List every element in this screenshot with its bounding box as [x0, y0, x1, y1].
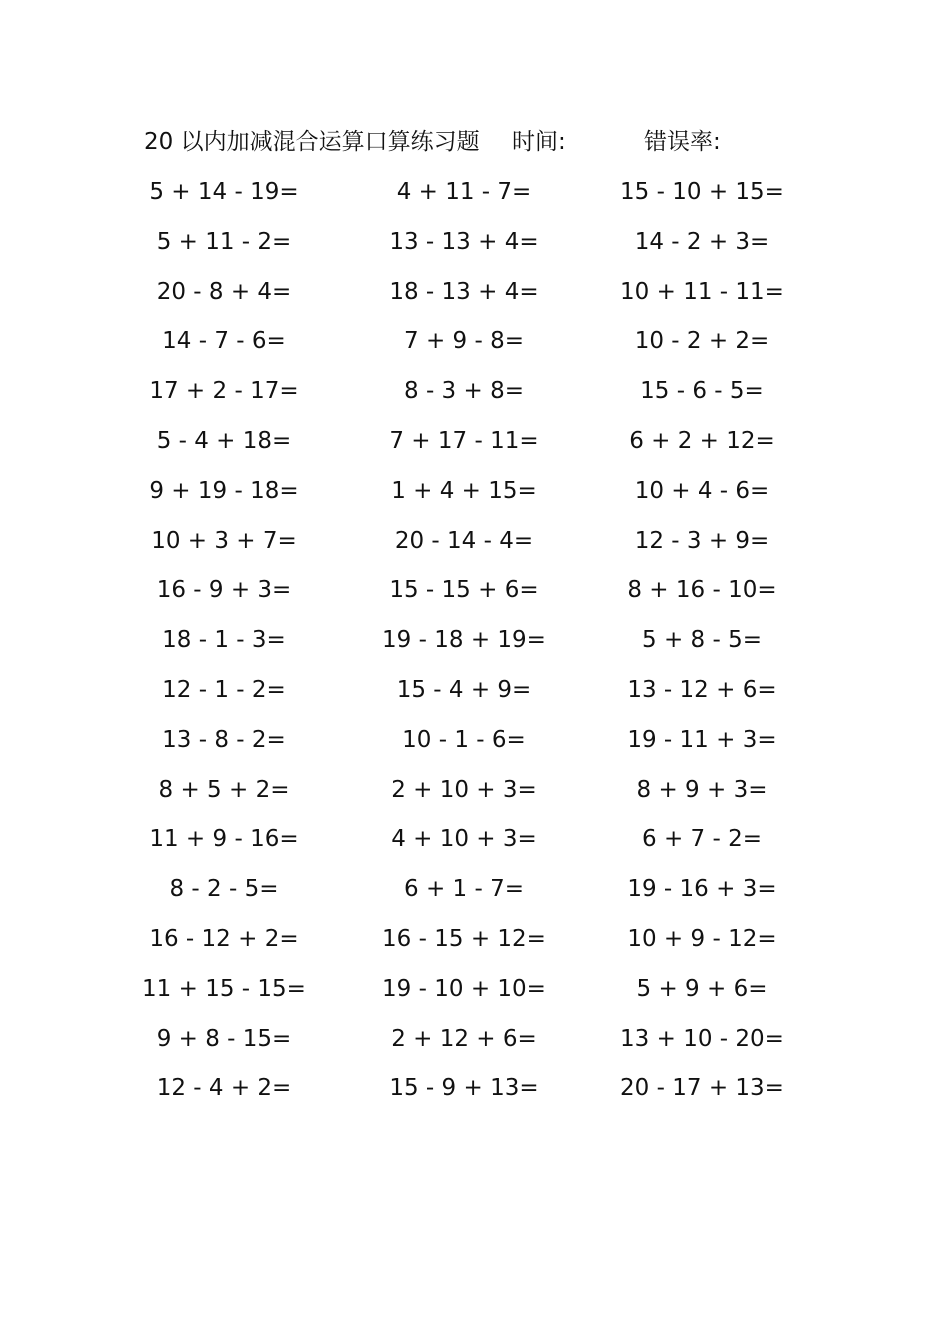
- problem-item: 13 - 8 - 2=: [162, 726, 286, 753]
- problem-item: 18 - 1 - 3=: [162, 627, 286, 654]
- problem-item: 5 - 4 + 18=: [156, 428, 292, 454]
- problem-item: 4 + 11 - 7=: [396, 179, 532, 205]
- problem-item: 14 - 7 - 6=: [162, 328, 286, 355]
- problem-item: 8 + 5 + 2=: [158, 776, 290, 803]
- problem-item: 8 + 9 + 3=: [636, 776, 768, 803]
- problem-item: 15 - 6 - 5=: [640, 378, 764, 405]
- problem-item: 18 - 13 + 4=: [389, 278, 539, 305]
- problem-row: [0, 521, 950, 561]
- problem-item: 10 + 11 - 11=: [620, 278, 784, 305]
- problem-row: [0, 321, 950, 361]
- problem-row: [0, 620, 950, 660]
- problem-item: 10 + 3 + 7=: [151, 527, 297, 554]
- problem-item: 2 + 12 + 6=: [391, 1025, 537, 1052]
- problem-row: [0, 570, 950, 610]
- problem-item: 6 + 7 - 2=: [642, 826, 762, 853]
- problem-item: 13 - 13 + 4=: [389, 228, 539, 255]
- problem-item: 19 - 11 + 3=: [627, 726, 777, 753]
- problem-row: [0, 969, 950, 1009]
- problem-item: 17 + 2 - 17=: [149, 378, 299, 405]
- problem-item: 5 + 11 - 2=: [156, 228, 292, 255]
- problem-item: 11 + 9 - 16=: [149, 826, 299, 853]
- problem-item: 12 - 4 + 2=: [156, 1075, 292, 1102]
- problem-item: 1 + 4 + 15=: [391, 477, 537, 504]
- problem-item: 16 - 15 + 12=: [382, 926, 546, 952]
- problem-item: 15 - 10 + 15=: [620, 179, 784, 205]
- problem-item: 14 - 2 + 3=: [634, 228, 770, 255]
- problem-item: 8 + 16 - 10=: [627, 577, 777, 604]
- problem-row: [0, 770, 950, 810]
- error-rate-label: 错误率:: [644, 129, 721, 155]
- problem-row: [0, 421, 950, 461]
- problem-item: 9 + 19 - 18=: [149, 477, 299, 504]
- problem-row: [0, 1068, 950, 1108]
- problem-row: [0, 720, 950, 760]
- problem-item: 10 + 9 - 12=: [627, 926, 777, 952]
- problem-item: 6 + 2 + 12=: [629, 428, 775, 454]
- problem-item: 9 + 8 - 15=: [156, 1025, 292, 1052]
- problem-item: 12 - 3 + 9=: [634, 527, 770, 554]
- problem-item: 2 + 10 + 3=: [391, 776, 537, 803]
- problem-row: [0, 272, 950, 312]
- problem-item: 6 + 1 - 7=: [404, 876, 524, 903]
- problem-item: 20 - 8 + 4=: [156, 278, 292, 305]
- problem-item: 15 - 15 + 6=: [389, 577, 539, 604]
- problem-item: 15 - 4 + 9=: [396, 677, 532, 703]
- problem-row: [0, 371, 950, 411]
- problem-item: 13 - 12 + 6=: [627, 677, 777, 703]
- problem-item: 19 - 16 + 3=: [627, 876, 777, 903]
- problem-item: 7 + 9 - 8=: [404, 328, 524, 355]
- problem-item: 7 + 17 - 11=: [389, 428, 539, 454]
- problem-item: 19 - 10 + 10=: [382, 975, 546, 1002]
- problem-item: 4 + 10 + 3=: [391, 826, 537, 853]
- problem-row: [0, 222, 950, 262]
- problem-item: 8 - 2 - 5=: [169, 876, 279, 903]
- problem-row: [0, 869, 950, 909]
- time-label: 时间:: [512, 129, 566, 155]
- worksheet-header: [144, 124, 784, 160]
- problem-row: [0, 919, 950, 959]
- problem-item: 8 - 3 + 8=: [404, 378, 524, 405]
- problem-item: 16 - 9 + 3=: [156, 577, 292, 604]
- problem-item: 10 - 1 - 6=: [402, 726, 526, 753]
- problem-item: 5 + 14 - 19=: [149, 179, 299, 205]
- problem-row: [0, 670, 950, 710]
- problem-item: 11 + 15 - 15=: [142, 975, 306, 1002]
- problem-item: 20 - 17 + 13=: [620, 1075, 784, 1102]
- problem-item: 12 - 1 - 2=: [162, 677, 286, 703]
- problem-item: 10 - 2 + 2=: [634, 328, 770, 355]
- problem-item: 16 - 12 + 2=: [149, 926, 299, 952]
- problem-item: 10 + 4 - 6=: [634, 477, 770, 504]
- problem-row: [0, 1019, 950, 1059]
- problem-item: 5 + 9 + 6=: [636, 975, 768, 1002]
- problem-item: 5 + 8 - 5=: [642, 627, 762, 654]
- problem-item: 13 + 10 - 20=: [620, 1025, 784, 1052]
- problem-row: [0, 172, 950, 212]
- problem-item: 20 - 14 - 4=: [394, 527, 534, 554]
- problem-item: 19 - 18 + 19=: [382, 627, 546, 654]
- problem-item: 15 - 9 + 13=: [389, 1075, 539, 1102]
- problem-row: [0, 819, 950, 859]
- problem-row: [0, 471, 950, 511]
- worksheet-title: 20 以内加减混合运算口算练习题: [144, 129, 480, 155]
